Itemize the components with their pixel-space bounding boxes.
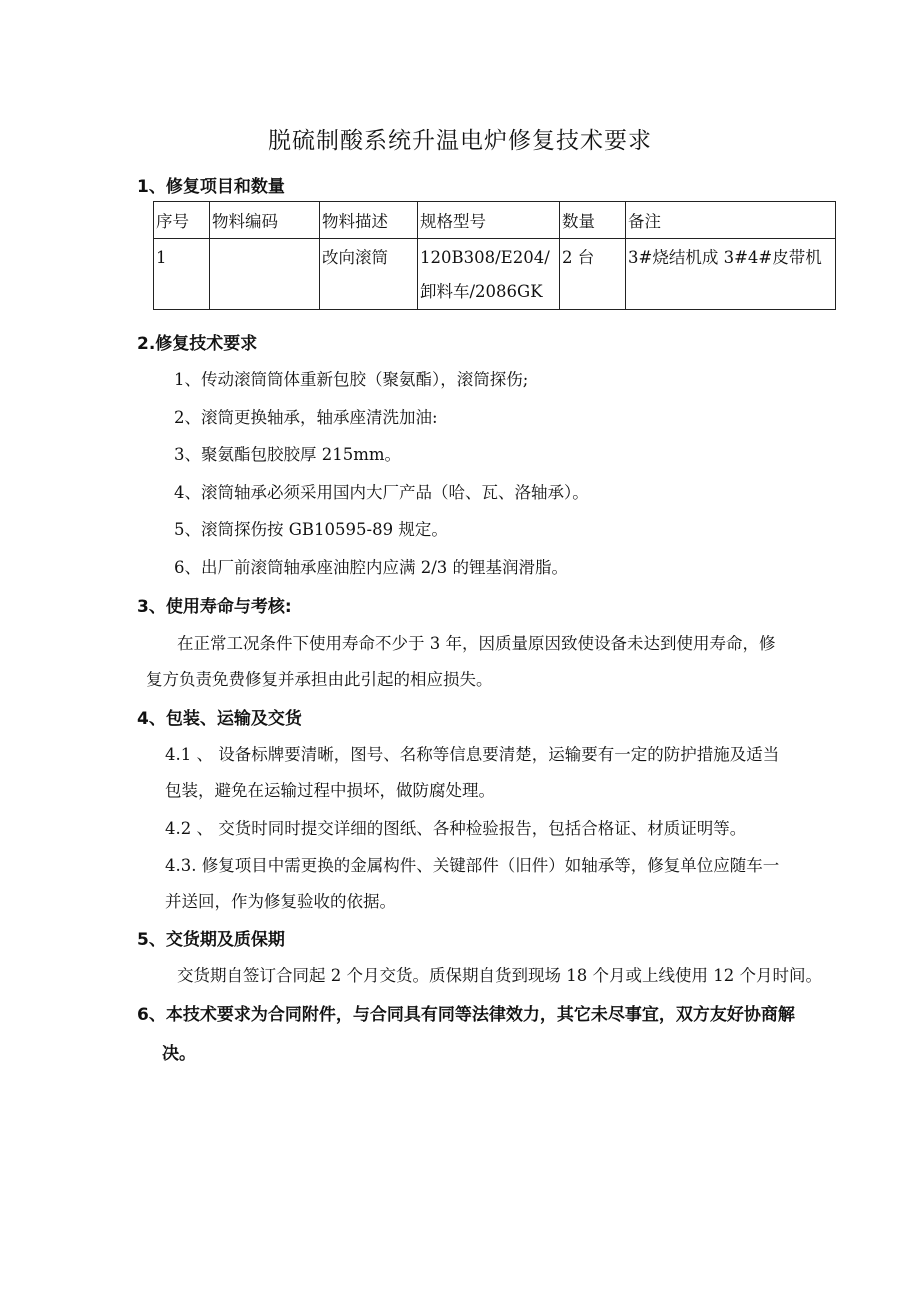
section-3-heading: 3、使用寿命与考核: [137,597,292,617]
cell-no: 1 [154,239,210,310]
requirement-item: 5、滚筒探伤按 GB10595-89 规定。 [174,520,448,539]
requirement-item: 6、出厂前滚筒轴承座油腔内应满 2/3 的锂基润滑脂。 [174,558,569,577]
packaging-4-3-line-1: 4.3. 修复项目中需更换的金属构件、关键部件（旧件）如轴承等，修复单位应随车一 [165,856,780,875]
document-title: 脱硫制酸系统升温电炉修复技术要求 [268,128,652,154]
header-cell-note: 备注 [626,202,836,239]
section-1-heading: 1、修复项目和数量 [137,177,285,197]
packaging-4-1-line-2: 包装，避免在运输过程中损坏，做防腐处理。 [165,781,495,800]
repair-items-table [153,201,836,310]
cell-spec [418,239,560,310]
section-6-line-2: 决。 [162,1044,196,1064]
requirement-item: 3、聚氨酯包胶胶厚 215mm。 [174,445,402,464]
packaging-4-2: 4.2 、 交货时同时提交详细的图纸、各种检验报告，包括合格证、材质证明等。 [165,819,747,838]
service-life-line-2: 复方负责免费修复并承担由此引起的相应损失。 [146,670,493,689]
spec-line-1: 120B308/E204/ [420,248,550,267]
header-cell-code: 物料编码 [210,202,320,239]
header-cell-qty: 数量 [560,202,626,239]
packaging-4-3-line-2: 并送回，作为修复验收的依据。 [165,892,396,911]
table-header-row [154,202,836,239]
section-4-heading: 4、包装、运输及交货 [137,709,302,729]
section-6-line-1: 6、本技术要求为合同附件，与合同具有同等法律效力，其它未尽事宜，双方友好协商解 [137,1005,795,1025]
requirement-item: 1、传动滚筒筒体重新包胶（聚氨酯），滚筒探伤; [174,370,529,389]
cell-code [210,239,320,310]
table-row [154,239,836,310]
header-cell-desc: 物料描述 [320,202,418,239]
header-cell-spec: 规格型号 [418,202,560,239]
requirement-item: 2、滚筒更换轴承，轴承座清洗加油: [174,408,438,427]
delivery-warranty-text: 交货期自签订合同起 2 个月交货。质保期自货到现场 18 个月或上线使用 12 个月时间。 [177,966,822,985]
section-5-heading: 5、交货期及质保期 [137,930,285,950]
packaging-4-1-line-1: 4.1 、 设备标牌要清晰，图号、名称等信息要清楚，运输要有一定的防护措施及适当 [165,745,780,764]
spec-line-2: 卸料车/2086GK [420,282,543,301]
cell-qty: 2 台 [560,239,626,310]
cell-desc: 改向滚筒 [320,239,418,310]
header-cell-no: 序号 [154,202,210,239]
cell-note: 3#烧结机成 3#4#皮带机 [626,239,836,310]
requirement-item: 4、滚筒轴承必须采用国内大厂产品（哈、瓦、洛轴承）。 [174,483,589,502]
service-life-line-1: 在正常工况条件下使用寿命不少于 3 年，因质量原因致使设备未达到使用寿命，修 [177,634,776,653]
section-2-heading: 2.修复技术要求 [137,334,258,354]
